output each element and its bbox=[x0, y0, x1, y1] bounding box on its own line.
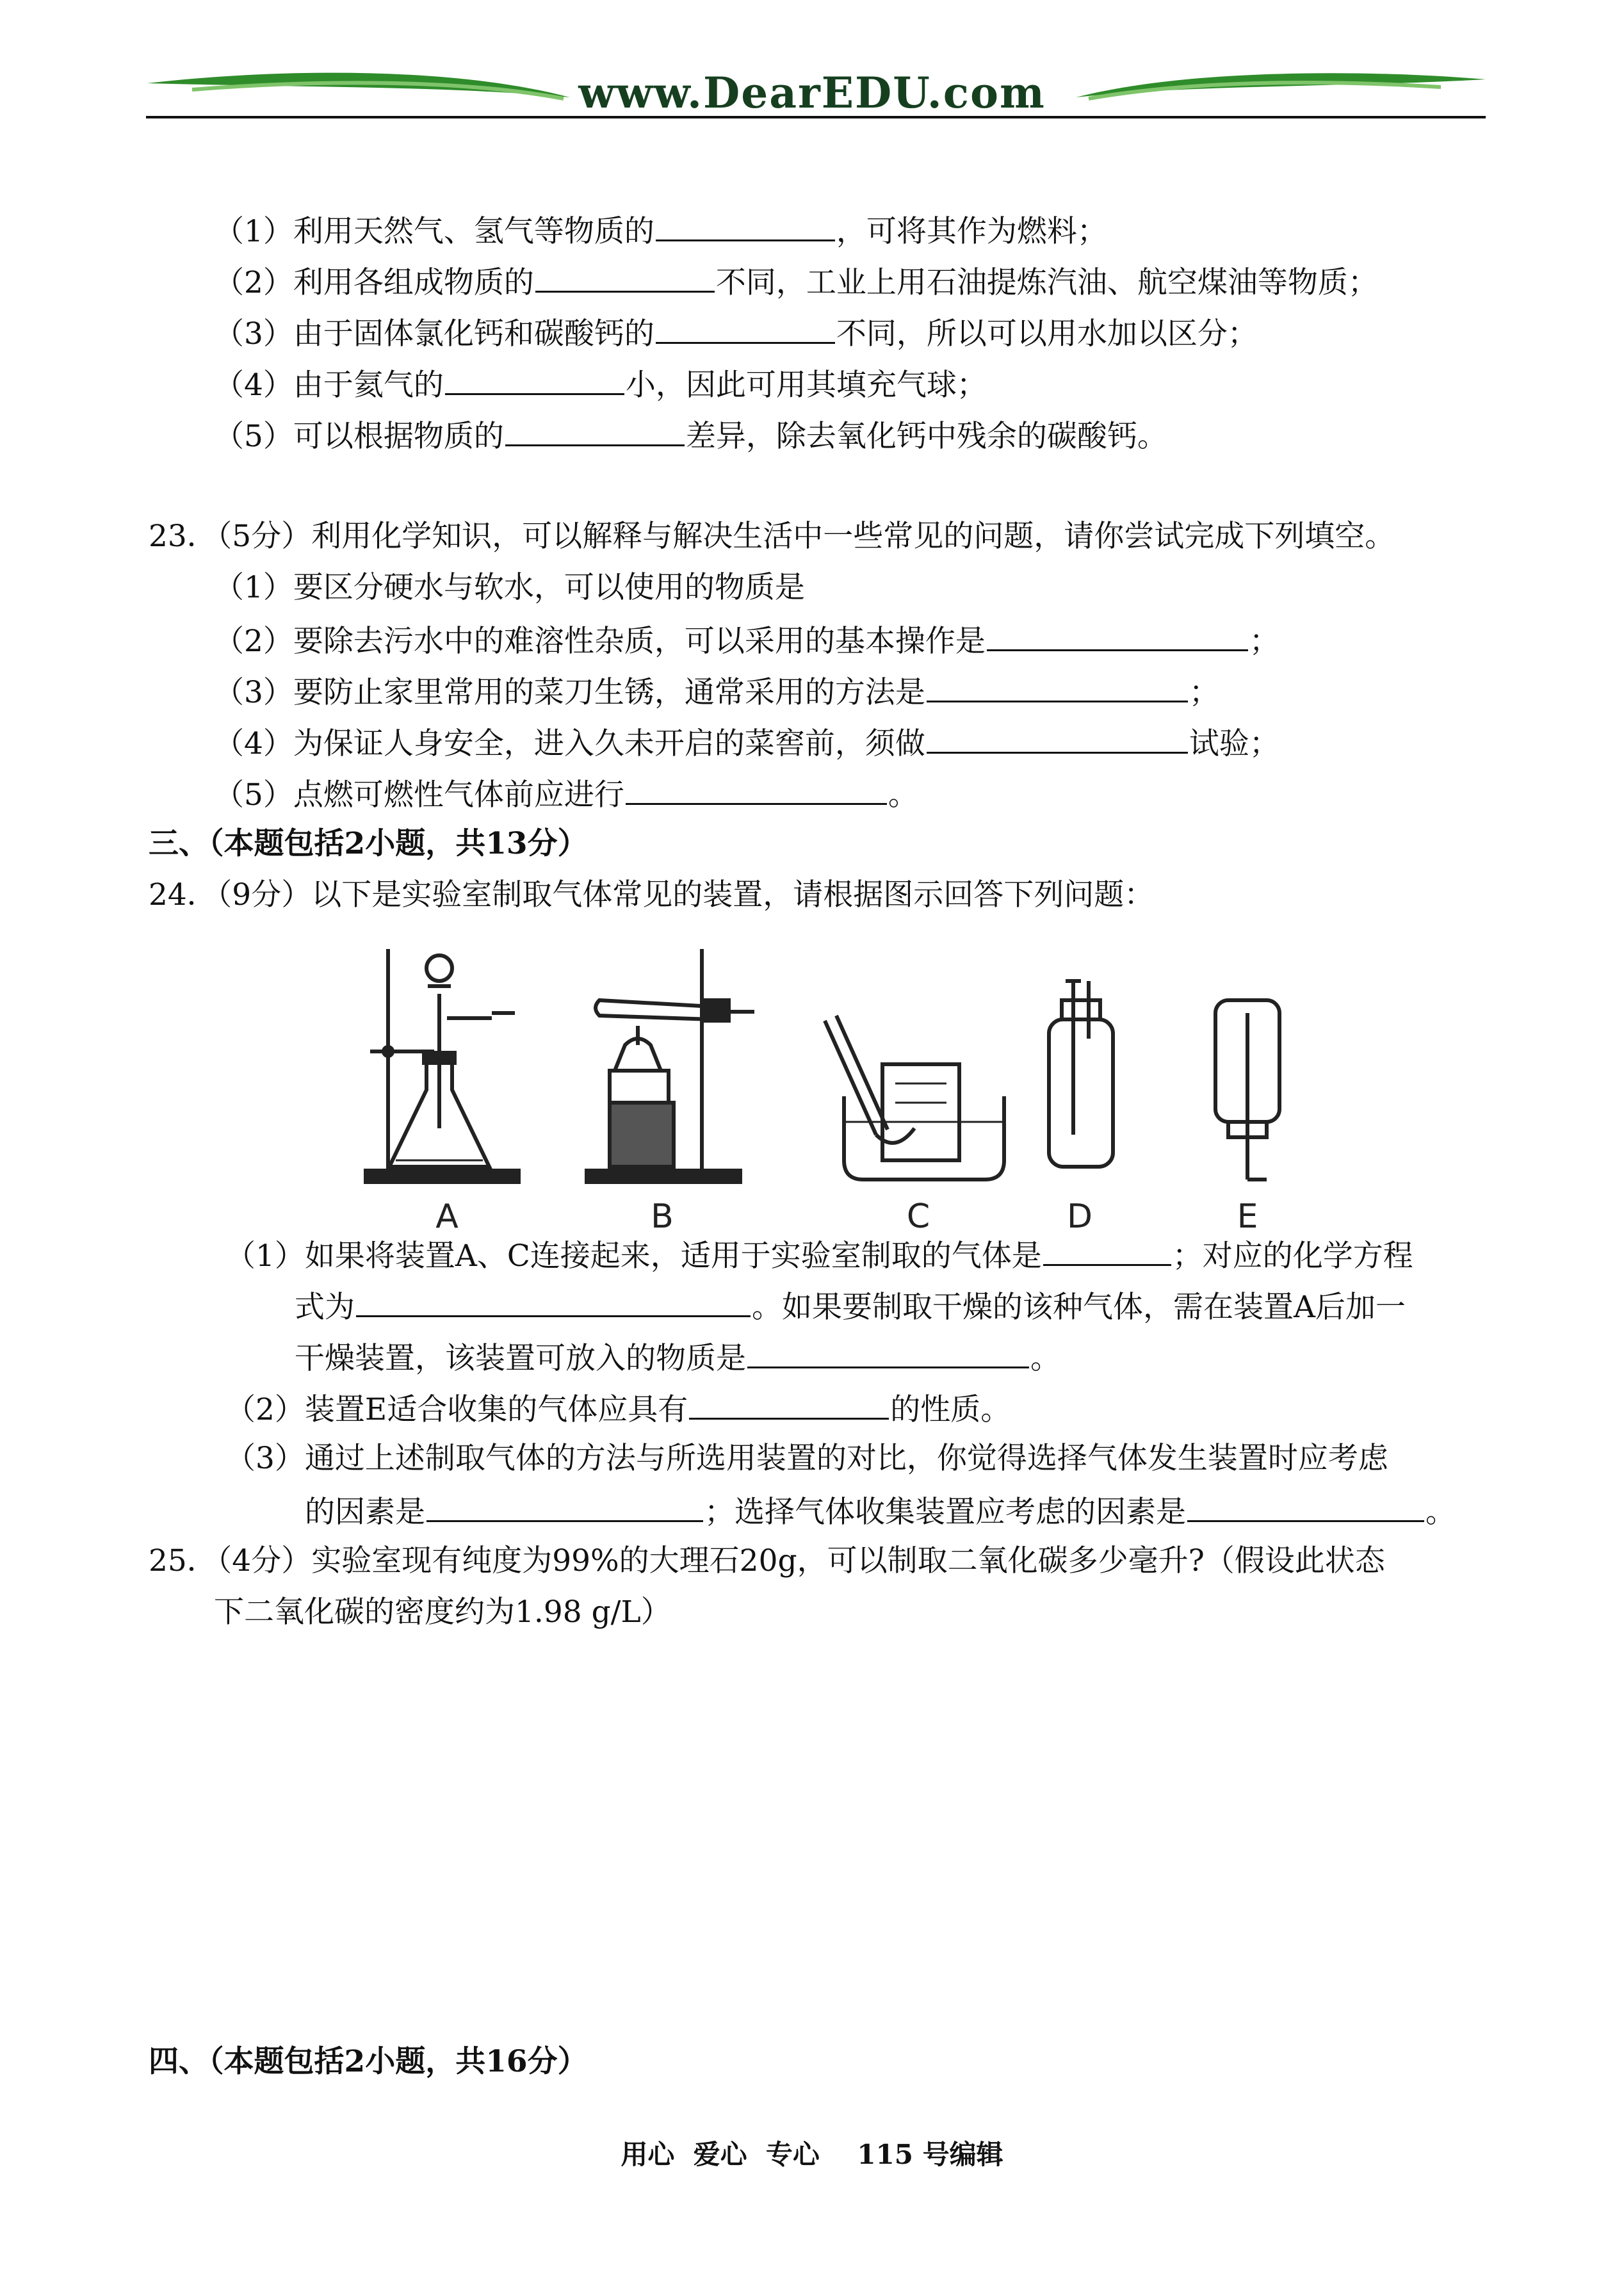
q23-item-4: （4）为保证人身安全，进入久未开启的菜窖前，须做 试验； bbox=[214, 722, 1279, 761]
q23-item-3: （3）要防止家里常用的菜刀生锈，通常采用的方法是 ； bbox=[214, 671, 1219, 710]
figure-label-c: C bbox=[906, 1197, 930, 1236]
q25-line1: 25．（4分）实验室现有纯度为99%的大理石20g，可以制取二氧化碳多少毫升?（假设此状态 bbox=[149, 1543, 1385, 1578]
figure-label-a: A bbox=[435, 1197, 459, 1236]
q23-item-5: （5）点燃可燃性气体前应进行 。 bbox=[214, 774, 918, 812]
q22-item-3: （3）由于固体氯化钙和碳酸钙的 不同，所以可以用水加以区分； bbox=[214, 312, 1258, 351]
q24-part1-line1: （1）如果将装置A、C连接起来，适用于实验室制取的气体是 ；对应的化学方程 bbox=[225, 1235, 1413, 1273]
q23-stem: 23．（5分）利用化学知识，可以解释与解决生活中一些常见的问题，请你尝试完成下列填空。 bbox=[149, 519, 1395, 554]
q24-part3-line2: 的因素是 ；选择气体收集装置应考虑的因素是 。 bbox=[305, 1491, 1456, 1529]
q24-part1-line2: 式为 。如果要制取干燥的该种气体，需在装置A后加一 bbox=[295, 1286, 1406, 1324]
section-four-heading: 四、（本题包括2小题，共16分） bbox=[149, 2044, 588, 2079]
site-logo-text: www.DearEDU.com bbox=[578, 68, 1046, 118]
answer-blank[interactable] bbox=[535, 261, 715, 293]
apparatus-d-icon bbox=[1049, 981, 1113, 1167]
answer-blank[interactable] bbox=[987, 620, 1248, 651]
figure-label-b: B bbox=[651, 1197, 674, 1236]
figure-label-d: D bbox=[1066, 1197, 1093, 1236]
answer-blank[interactable] bbox=[747, 1337, 1029, 1368]
answer-blank[interactable] bbox=[927, 722, 1188, 754]
answer-blank[interactable] bbox=[689, 1388, 889, 1420]
q22-item-1: （1）利用天然气、氢气等物质的 ，可将其作为燃料； bbox=[214, 210, 1107, 248]
apparatus-c-icon bbox=[825, 1016, 1004, 1180]
answer-blank[interactable] bbox=[656, 210, 835, 241]
answer-blank[interactable] bbox=[505, 415, 685, 446]
answer-blank[interactable] bbox=[656, 312, 835, 344]
page-header bbox=[0, 0, 1624, 128]
q24-part2: （2）装置E适合收集的气体应具有 的性质。 bbox=[225, 1388, 1011, 1427]
lab-apparatus-diagram bbox=[364, 936, 1311, 1237]
q23-item-1: （1）要区分硬水与软水，可以使用的物质是 bbox=[214, 570, 805, 605]
q24-stem: 24．（9分）以下是实验室制取气体常见的装置，请根据图示回答下列问题： bbox=[149, 877, 1155, 912]
q22-item-4: （4）由于氦气的 小，因此可用其填充气球； bbox=[214, 364, 987, 402]
answer-blank[interactable] bbox=[927, 671, 1188, 702]
apparatus-e-icon bbox=[1215, 1000, 1279, 1180]
q24-part1-line3: 干燥装置，该装置可放入的物质是 。 bbox=[295, 1337, 1060, 1375]
apparatus-b-icon bbox=[587, 949, 754, 1182]
q24-part3-line1: （3）通过上述制取气体的方法与所选用装置的对比，你觉得选择气体发生装置时应考虑 bbox=[225, 1441, 1388, 1476]
q23-item-2: （2）要除去污水中的难溶性杂质，可以采用的基本操作是 ； bbox=[214, 620, 1279, 658]
answer-blank[interactable] bbox=[1187, 1491, 1424, 1522]
q25-line2: 下二氧化碳的密度约为1.98 g/L） bbox=[214, 1594, 671, 1630]
answer-blank[interactable] bbox=[626, 774, 887, 805]
q22-item-2: （2）利用各组成物质的 不同，工业上用石油提炼汽油、航空煤油等物质； bbox=[214, 261, 1378, 300]
q22-item-5: （5）可以根据物质的 差异，除去氧化钙中残余的碳酸钙。 bbox=[214, 415, 1167, 453]
section-three-heading: 三、（本题包括2小题，共13分） bbox=[149, 826, 588, 861]
answer-blank[interactable] bbox=[1043, 1235, 1171, 1266]
answer-blank[interactable] bbox=[356, 1286, 751, 1317]
apparatus-a-icon bbox=[364, 949, 519, 1182]
answer-blank[interactable] bbox=[445, 364, 624, 395]
page-footer: 用心 爱心 专心 115 号编辑 bbox=[621, 2139, 1003, 2170]
apparatus-figure bbox=[364, 936, 1311, 1237]
figure-label-e: E bbox=[1237, 1197, 1258, 1236]
answer-blank[interactable] bbox=[426, 1491, 703, 1522]
